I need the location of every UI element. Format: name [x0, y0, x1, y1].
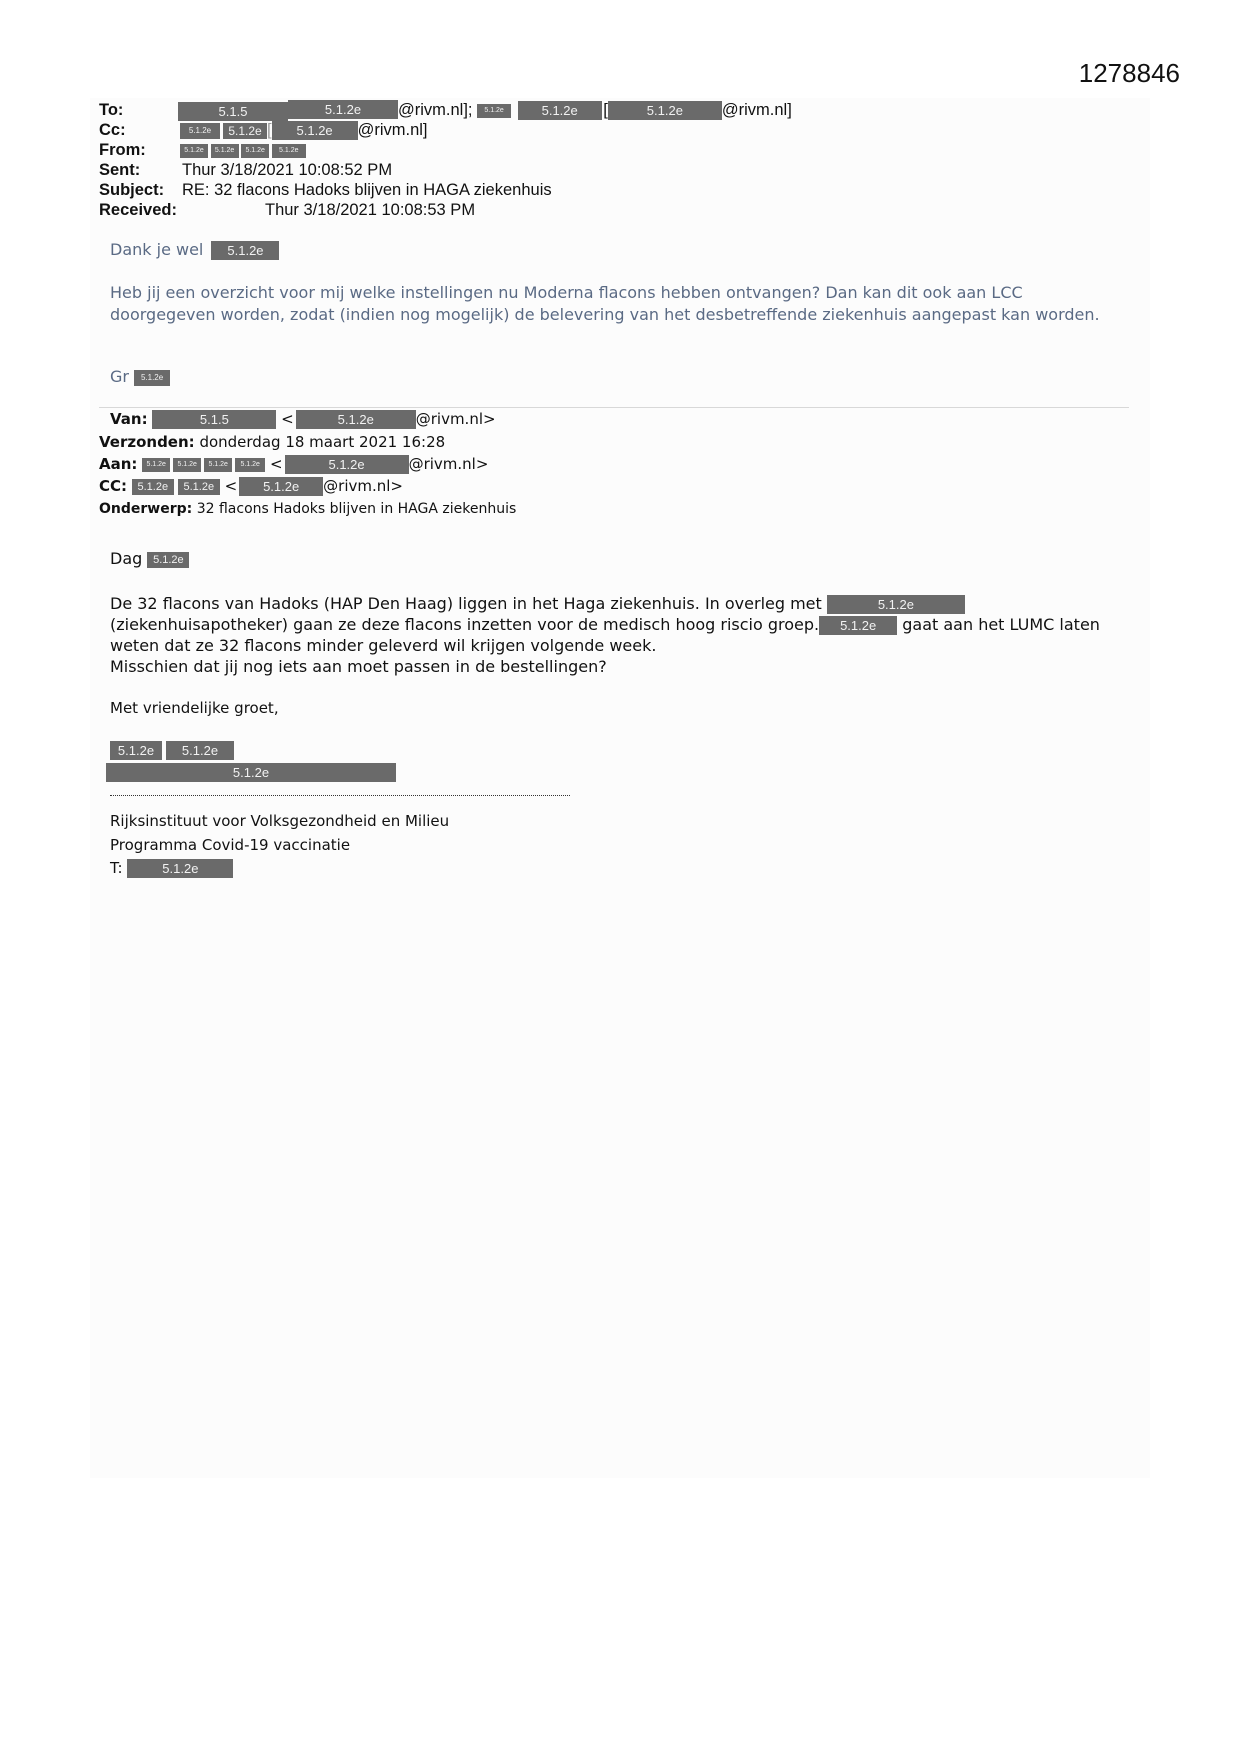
- redaction-box: 5.1.2e: [819, 616, 897, 635]
- fwd-aan-lt: <: [269, 455, 283, 473]
- redaction-box: 5.1.2e: [173, 458, 201, 472]
- to-recipients: 5.1.5 5.1.2e @rivm.nl]; 5.1.2e 5.1.2e [ 5.1.2e @rivm.nl]: [178, 100, 792, 121]
- from-label: From:: [99, 141, 146, 159]
- redaction-box: 5.1.2e: [518, 101, 602, 120]
- redaction-box: 5.1.2e: [235, 458, 265, 472]
- fwd-onderwerp-value: 32 flacons Hadoks blijven in HAGA ziekenhuis: [196, 501, 517, 517]
- fwd-verzonden-value: donderdag 18 maart 2021 16:28: [199, 433, 446, 451]
- fwd-van-domain: @rivm.nl>: [415, 410, 496, 428]
- redaction-box: 5.1.2e: [296, 410, 416, 429]
- received-label: Received:: [99, 201, 177, 219]
- signature-phone: [110, 859, 233, 878]
- signature-title: [106, 763, 396, 782]
- email-domain: @rivm.nl]: [721, 101, 792, 119]
- fwd-van-row: [99, 410, 496, 429]
- document-number: 1278846: [1078, 58, 1180, 88]
- redaction-box: 5.1.2e: [239, 477, 323, 496]
- fwd-verzonden-row: [99, 433, 445, 451]
- fwd-cc-lt: <: [224, 477, 238, 495]
- redaction-box: 5.1.2e: [827, 595, 965, 614]
- received-value: Thur 3/18/2021 10:08:53 PM: [265, 201, 476, 219]
- fwd-cc-domain: @rivm.nl>: [323, 477, 403, 495]
- email-domain: @rivm.nl]: [357, 121, 428, 139]
- signature-name: [110, 741, 234, 760]
- subject-value: RE: 32 flacons Hadoks blijven in HAGA ziekenhuis: [182, 181, 552, 199]
- redaction-box: 5.1.2e: [285, 455, 409, 474]
- fwd-onderwerp-row: [99, 501, 516, 517]
- redaction-box: 5.1.2e: [608, 101, 722, 120]
- reply-signoff-line: [110, 366, 1120, 388]
- sent-label: Sent:: [99, 161, 141, 179]
- cc-label: Cc:: [99, 121, 126, 139]
- redaction-box: 5.1.2e: [272, 121, 358, 140]
- fwd-onderwerp-label: Onderwerp:: [99, 501, 193, 517]
- redaction-box: 5.1.2e: [166, 741, 234, 760]
- sent-value: Thur 3/18/2021 10:08:52 PM: [182, 161, 393, 179]
- redaction-box: 5.1.2e: [477, 104, 511, 118]
- to-label: To:: [99, 101, 124, 119]
- redaction-box: 5.1.2e: [178, 479, 220, 495]
- redaction-box: 5.1.2e: [241, 144, 269, 158]
- message-greeting: Dag: [110, 549, 143, 568]
- subject-label: Subject:: [99, 181, 165, 199]
- redaction-box: 5.1.2e: [204, 458, 232, 472]
- cc-recipients: 5.1.2e 5.1.2e [ 5.1.2e @rivm.nl]: [180, 120, 428, 140]
- redaction-box: 5.1.2e: [180, 123, 220, 139]
- reply-paragraph: Heb jij een overzicht voor mij welke instellingen nu Moderna flacons hebben ontvangen? Dan kan dit ook aan LCC doorgegeven worden, zodat (indien nog mogelijk) de belevering van het desbetreffende ziekenhuis aangepast kan worden.: [110, 283, 1100, 324]
- redaction-box: 5.1.2e: [272, 144, 306, 158]
- redaction-box: 5.1.2e: [142, 458, 170, 472]
- redaction-box: 5.1.2e: [180, 144, 208, 158]
- redaction-box: 5.1.2e: [134, 370, 170, 386]
- message-paragraph: [110, 593, 1140, 677]
- redaction-box: 5.1.2e: [132, 479, 174, 495]
- fwd-aan-domain: @rivm.nl>: [408, 455, 489, 473]
- redaction-box: 5.1.2e: [211, 241, 279, 260]
- fwd-aan-label: Aan:: [99, 455, 138, 473]
- redaction-box: 5.1.2e: [288, 100, 398, 119]
- redaction-box: 5.1.2e: [110, 741, 162, 760]
- fwd-aan-row: [99, 455, 488, 474]
- message-question: Misschien dat jij nog iets aan moet passen in de bestellingen?: [110, 657, 607, 676]
- message-text-part2: (ziekenhuisapotheker) gaan ze deze flacons inzetten voor de medisch hoog riscio groep.: [110, 615, 820, 634]
- redaction-box: 5.1.5: [152, 410, 276, 429]
- reply-greeting-line: [110, 239, 1120, 261]
- message-greeting-line: [110, 548, 1140, 569]
- fwd-verzonden-label: Verzonden:: [99, 433, 195, 451]
- reply-greeting: Dank je wel: [110, 240, 204, 259]
- redaction-box: 5.1.2e: [127, 859, 233, 878]
- phone-label: T:: [110, 859, 123, 877]
- signature-program: Programma Covid-19 vaccinatie: [110, 836, 351, 854]
- email-domain: @rivm.nl];: [398, 101, 473, 119]
- redaction-box: 5.1.2e: [223, 123, 267, 139]
- message-text-part1: De 32 flacons van Hadoks (HAP Den Haag) liggen in het Haga ziekenhuis. In overleg met: [110, 594, 822, 613]
- signature-divider: [110, 795, 570, 796]
- redaction-box: 5.1.2e: [106, 763, 396, 782]
- signature-org: Rijksinstituut voor Volksgezondheid en Milieu: [110, 812, 450, 830]
- message-closing: Met vriendelijke groet,: [110, 699, 279, 717]
- reply-signoff: Gr: [110, 367, 129, 386]
- message-separator: [99, 407, 1129, 408]
- redaction-box: 5.1.2e: [147, 552, 189, 568]
- from-sender: [180, 140, 306, 160]
- fwd-cc-label: CC:: [99, 477, 128, 495]
- fwd-van-lt: <: [281, 410, 294, 428]
- redaction-box: 5.1.2e: [211, 144, 239, 158]
- redaction-box: 5.1.5: [178, 102, 288, 121]
- fwd-cc-row: [99, 477, 403, 496]
- fwd-van-label: Van:: [110, 410, 148, 428]
- message-text-part3: gaat aan het LUMC laten weten dat ze 32 flacons minder geleverd wil krijgen volgende week.: [110, 615, 1100, 655]
